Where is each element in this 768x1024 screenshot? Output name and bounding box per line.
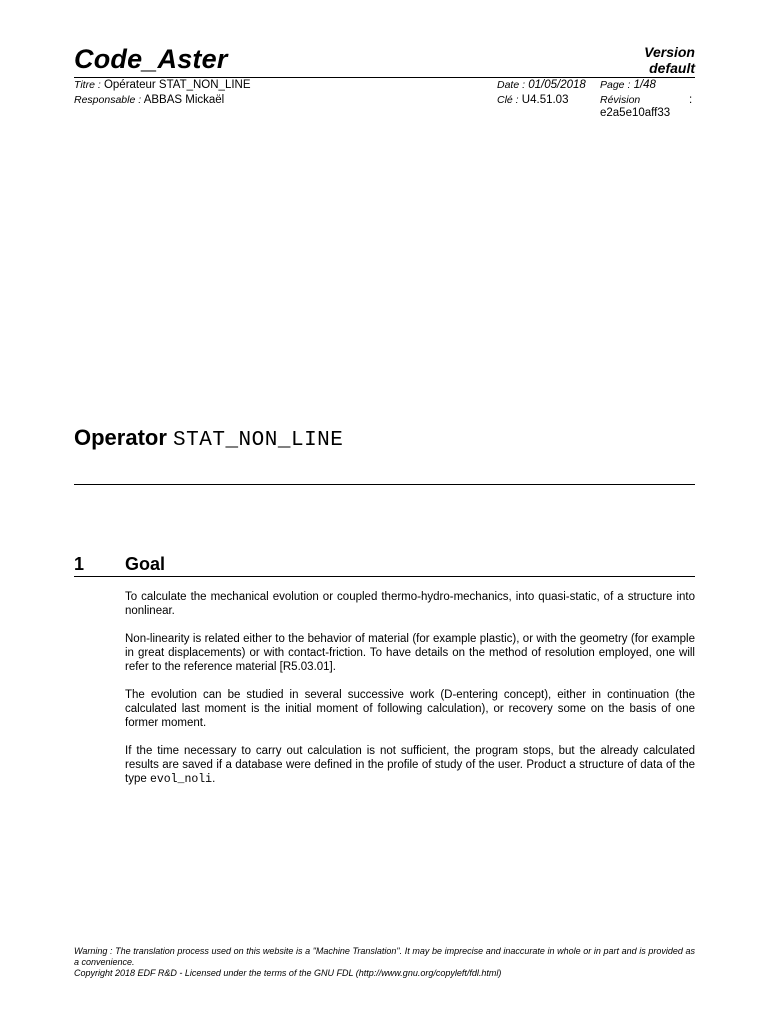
paragraph-4 [125, 744, 695, 787]
footer-warning: Warning : The translation process used on this website is a "Machine Translation". It may be imprecise and inaccurate in whole or in part and is provided as a convenience. [74, 946, 695, 967]
meta-date [497, 78, 586, 92]
meta-revision-value: e2a5e10aff33 [600, 107, 671, 119]
page-footer [74, 946, 695, 979]
brand-logo-text: Code_Aster [74, 44, 228, 74]
meta-responsable [74, 93, 224, 107]
document-title-word: Operator [74, 425, 167, 450]
paragraph-1: To calculate the mechanical evolution or coupled thermo-hydro-mechanics, into quasi-static, of a structure into nonlinear. [125, 591, 695, 617]
meta-revision-colon: : [689, 94, 693, 106]
paragraph-4-text: If the time necessary to carry out calculation is not sufficient, the program stops, but the already calculated results are saved if a database were defined in the profile of study of the user. Product a structure of data of the type [125, 745, 695, 785]
meta-title [74, 78, 251, 92]
section-divider [74, 576, 695, 577]
meta-title-value: Opérateur STAT_NON_LINE [103, 79, 251, 91]
meta-responsable-label: Responsable : [74, 94, 142, 106]
version-value: default [649, 60, 695, 76]
meta-cle-label: Clé : [497, 94, 519, 106]
meta-date-value: 01/05/2018 [528, 79, 586, 91]
paragraph-3: The evolution can be studied in several successive work (D-entering concept), either in continuation (the calculated last moment is the initial moment of following calculation), or recovery some on the basis of one former moment. [125, 689, 695, 729]
version-block [644, 44, 695, 76]
version-label: Version [644, 44, 695, 60]
meta-title-label: Titre : [74, 79, 101, 91]
meta-page-value: 1/48 [633, 79, 656, 91]
meta-page [600, 78, 656, 92]
section-number: 1 [74, 554, 85, 574]
title-divider [74, 484, 695, 485]
section-body [125, 590, 695, 801]
paragraph-2: Non-linearity is related either to the behavior of material (for example plastic), or with the geometry (for example in great displacements) or with contact-friction. To have details on the method of resolution employed, one will refer to the reference material [R5.03.01]. [125, 633, 695, 673]
document-title [74, 424, 343, 455]
document-title-code: STAT_NON_LINE [173, 429, 344, 452]
meta-revision-label: Révision [600, 94, 641, 106]
footer-copyright: Copyright 2018 EDF R&D - Licensed under the terms of the GNU FDL (http://www.gnu.org/copyleft/fdl.html) [74, 968, 502, 978]
meta-page-label: Page : [600, 79, 631, 91]
paragraph-4-end: . [212, 773, 216, 785]
meta-responsable-value: ABBAS Mickaël [143, 94, 225, 106]
meta-date-label: Date : [497, 79, 526, 91]
section-title: Goal [125, 554, 166, 574]
meta-cle-value: U4.51.03 [521, 94, 569, 106]
paragraph-4-code: evol_noli [149, 773, 213, 786]
meta-cle [497, 93, 568, 107]
